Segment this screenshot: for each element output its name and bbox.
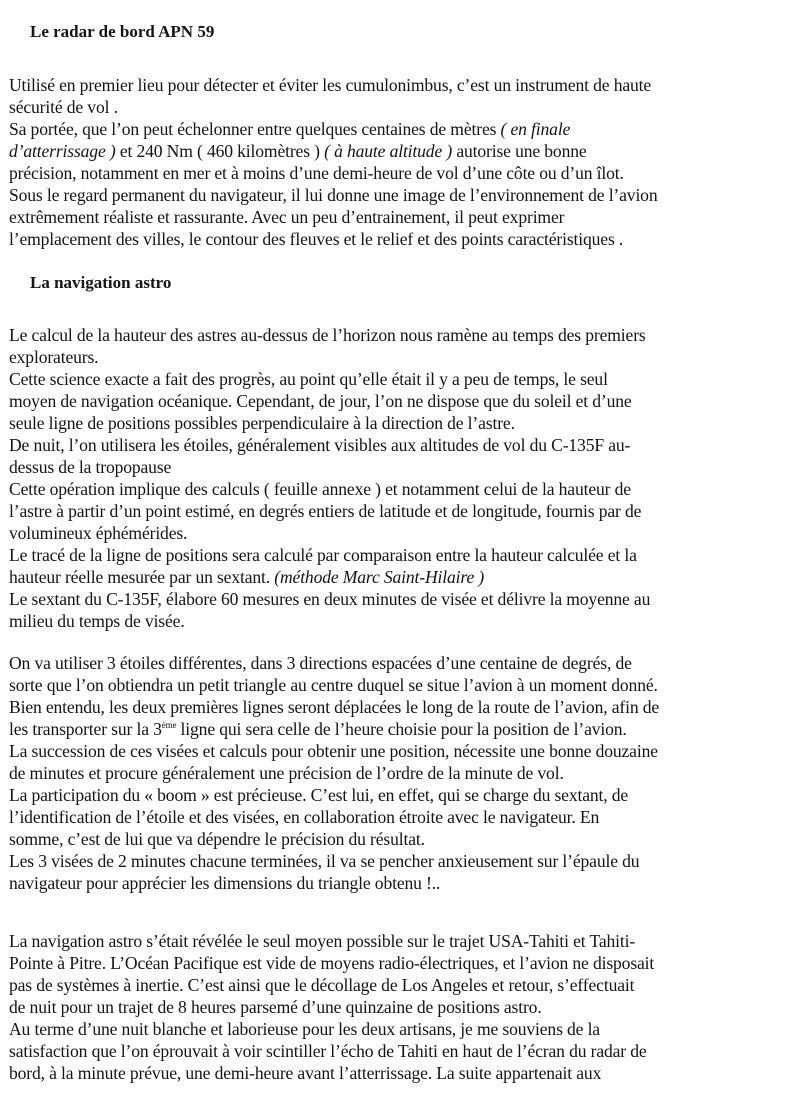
text-line: La participation du « boom » est précieuse. C’est lui, en effet, qui se charge du sextant, de xyxy=(9,785,629,805)
text-line: navigateur pour apprécier les dimensions du triangle obtenu !.. xyxy=(9,873,441,893)
text-line: de minutes et procure généralement une précision de l’ordre de la minute de vol. xyxy=(9,763,564,783)
text-line: explorateurs. xyxy=(9,347,99,367)
text-line: volumineux éphémérides. xyxy=(9,523,188,543)
text-line: sécurité de vol . xyxy=(9,97,118,117)
text-line: hauteur réelle mesurée par un sextant. (méthode Marc Saint-Hilaire ) xyxy=(9,567,485,587)
text-line: extrêmement réaliste et rassurante. Avec un peu d’entrainement, il peut exprimer xyxy=(9,207,565,227)
text-line: seule ligne de positions possibles perpendiculaire à la direction de l’astre. xyxy=(9,413,515,433)
text-line: milieu du temps de visée. xyxy=(9,611,185,631)
text-line: Le tracé de la ligne de positions sera calculé par comparaison entre la hauteur calculée et la xyxy=(9,545,637,565)
text-line: Les 3 visées de 2 minutes chacune terminées, il va se pencher anxieusement sur l’épaule du xyxy=(9,851,640,871)
superscript: ème xyxy=(161,720,177,730)
text-line: On va utiliser 3 étoiles différentes, dans 3 directions espacées d’une centaine de degrés, de xyxy=(9,653,632,673)
text-line: Sa portée, que l’on peut échelonner entre quelques centaines de mètres ( en finale xyxy=(9,119,571,139)
text-line: d’atterrissage ) et 240 Nm ( 460 kilomètres ) ( à haute altitude ) autorise une bonne xyxy=(9,141,587,161)
italic-text: ( en finale xyxy=(500,119,571,139)
text-line: de nuit pour un trajet de 8 heures parsemé d’une quinzaine de positions astro. xyxy=(9,997,542,1017)
text-line: La navigation astro s’était révélée le seul moyen possible sur le trajet USA-Tahiti et Tahiti- xyxy=(9,931,636,951)
text-line: Cette opération implique des calculs ( feuille annexe ) et notamment celui de la hauteur de xyxy=(9,479,631,499)
text-line: l’astre à partir d’un point estimé, en degrés entiers de latitude et de longitude, fournis par de xyxy=(9,501,642,521)
text-line: Le calcul de la hauteur des astres au-dessus de l’horizon nous ramène au temps des premiers xyxy=(9,325,646,345)
text-line: Bien entendu, les deux premières lignes seront déplacées le long de la route de l’avion, afin de xyxy=(9,697,660,717)
italic-text: (méthode Marc Saint-Hilaire ) xyxy=(274,567,485,587)
text-line: sorte que l’on obtiendra un petit triangle au centre duquel se situe l’avion à un moment donné. xyxy=(9,675,658,695)
text-line: moyen de navigation océanique. Cependant, de jour, l’on ne dispose que du soleil et d’une xyxy=(9,391,632,411)
text-line: La succession de ces visées et calculs pour obtenir une position, nécessite une bonne douzaine xyxy=(9,741,658,761)
text-line: Le sextant du C-135F, élabore 60 mesures en deux minutes de visée et délivre la moyenne au xyxy=(9,589,651,609)
text-line: dessus de la tropopause xyxy=(9,457,172,477)
text-line: Utilisé en premier lieu pour détecter et éviter les cumulonimbus, c’est un instrument de haute xyxy=(9,75,652,95)
text-line: Cette science exacte a fait des progrès, au point qu’elle était il y a peu de temps, le seul xyxy=(9,369,608,389)
italic-text: d’atterrissage ) xyxy=(9,141,116,161)
text-line: pas de systèmes à inertie. C’est ainsi que le décollage de Los Angeles et retour, s’effectuait xyxy=(9,975,635,995)
text-line: somme, c’est de lui que va dépendre le précision du résultat. xyxy=(9,829,425,849)
text-line: l’emplacement des villes, le contour des fleuves et le relief et des points caractéristiques . xyxy=(9,229,624,249)
text-line: les transporter sur la 3ème ligne qui sera celle de l’heure choisie pour la position de l’avion. xyxy=(9,719,627,739)
text-line: Au terme d’une nuit blanche et laborieuse pour les deux artisans, je me souviens de la xyxy=(9,1019,600,1039)
text-line: Pointe à Pitre. L’Océan Pacifique est vide de moyens radio-électriques, et l’avion ne disposait xyxy=(9,953,655,973)
text-line: l’identification de l’étoile et des visées, en collaboration étroite avec le navigateur. En xyxy=(9,807,600,827)
text-line: De nuit, l’on utilisera les étoiles, généralement visibles aux altitudes de vol du C-135F au- xyxy=(9,435,631,455)
section-heading: Le radar de bord APN 59 xyxy=(30,22,215,41)
text-line: bord, à la minute prévue, une demi-heure avant l’atterrissage. La suite appartenait aux xyxy=(9,1063,602,1083)
text-line: Sous le regard permanent du navigateur, il lui donne une image de l’environnement de l’avion xyxy=(9,185,658,205)
section-heading: La navigation astro xyxy=(30,273,172,292)
text-line: satisfaction que l’on éprouvait à voir scintiller l’écho de Tahiti en haut de l’écran du radar de xyxy=(9,1041,647,1061)
italic-text: ( à haute altitude ) xyxy=(324,141,453,161)
text-line: précision, notamment en mer et à moins d’une demi-heure de vol d’une côte ou d’un îlot. xyxy=(9,163,624,183)
